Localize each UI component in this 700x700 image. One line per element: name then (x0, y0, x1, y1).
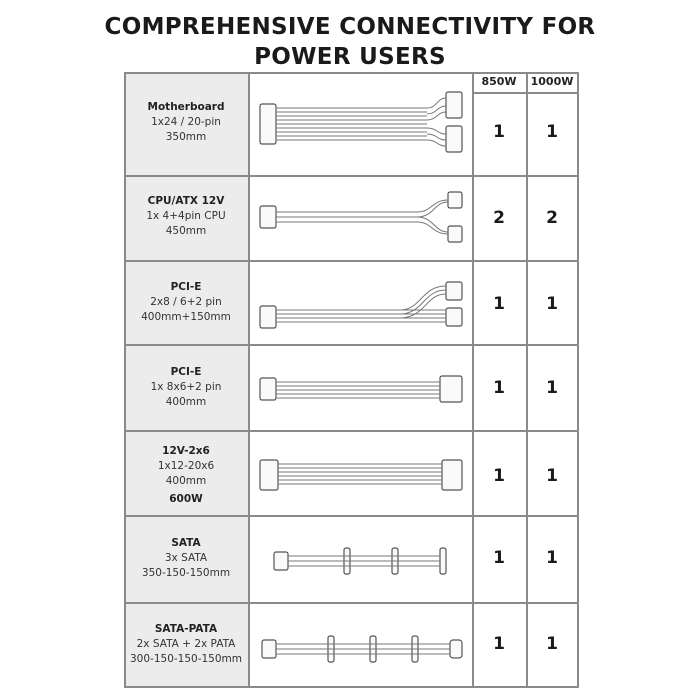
row-label-sata (124, 536, 248, 581)
12v-2x6-cable-icon (252, 440, 471, 512)
row-spec: 1x 4+4pin CPU (146, 210, 226, 222)
row-length: 450mm (165, 225, 207, 237)
title-line-1: COMPREHENSIVE CONNECTIVITY FOR (104, 14, 596, 40)
row-label-sata-pata (124, 622, 248, 667)
row-spec: 2x SATA + 2x PATA (136, 638, 236, 650)
pcie-split-cable-icon (252, 268, 471, 340)
row-wattage: 600W (169, 493, 203, 505)
qty-850w: 1 (493, 466, 505, 486)
row-spec: 1x24 / 20-pin (151, 116, 221, 128)
qty-1000w: 1 (546, 122, 558, 142)
qty-850w: 2 (493, 208, 505, 228)
row-length: 400mm (165, 396, 207, 408)
row-length: 350mm (165, 131, 207, 143)
row-spec: 1x12-20x6 (157, 460, 215, 472)
qty-1000w: 1 (546, 466, 558, 486)
sata-cable-icon (252, 528, 471, 598)
qty-1000w: 1 (546, 634, 558, 654)
row-spec: 2x8 / 6+2 pin (150, 296, 222, 308)
page-title (0, 12, 700, 72)
row-spec: 3x SATA (164, 552, 208, 564)
row-length: 350-150-150mm (141, 567, 231, 579)
cpu-cable-icon (252, 184, 471, 254)
row-name: PCI-E (170, 281, 202, 293)
row-length: 400mm+150mm (141, 311, 231, 323)
row-name: SATA-PATA (154, 623, 218, 635)
motherboard-cable-icon (252, 84, 471, 164)
row-name: PCI-E (170, 366, 202, 378)
title-line-2: POWER USERS (254, 44, 446, 70)
row-label-motherboard (124, 100, 248, 145)
qty-850w: 1 (493, 378, 505, 398)
qty-1000w: 1 (546, 548, 558, 568)
row-spec: 1x 8x6+2 pin (150, 381, 222, 393)
qty-1000w: 1 (546, 294, 558, 314)
row-label-cpu (124, 194, 248, 239)
header-850w: 850W (481, 75, 517, 88)
pcie-cable-icon (252, 354, 471, 426)
row-name: CPU/ATX 12V (147, 195, 225, 207)
row-label-12v-2x6 (124, 444, 248, 507)
header-1000w: 1000W (530, 75, 574, 88)
qty-1000w: 2 (546, 208, 558, 228)
row-length: 400mm (165, 475, 207, 487)
qty-850w: 1 (493, 634, 505, 654)
row-name: Motherboard (147, 101, 225, 113)
qty-850w: 1 (493, 122, 505, 142)
row-name: SATA (171, 537, 201, 549)
sata-pata-cable-icon (252, 614, 471, 684)
row-length: 300-150-150-150mm (130, 653, 242, 665)
qty-850w: 1 (493, 294, 505, 314)
row-name: 12V-2x6 (162, 445, 210, 457)
row-label-pcie (124, 365, 248, 410)
qty-850w: 1 (493, 548, 505, 568)
connectivity-table (124, 72, 579, 688)
qty-1000w: 1 (546, 378, 558, 398)
row-label-pcie-split (124, 280, 248, 325)
